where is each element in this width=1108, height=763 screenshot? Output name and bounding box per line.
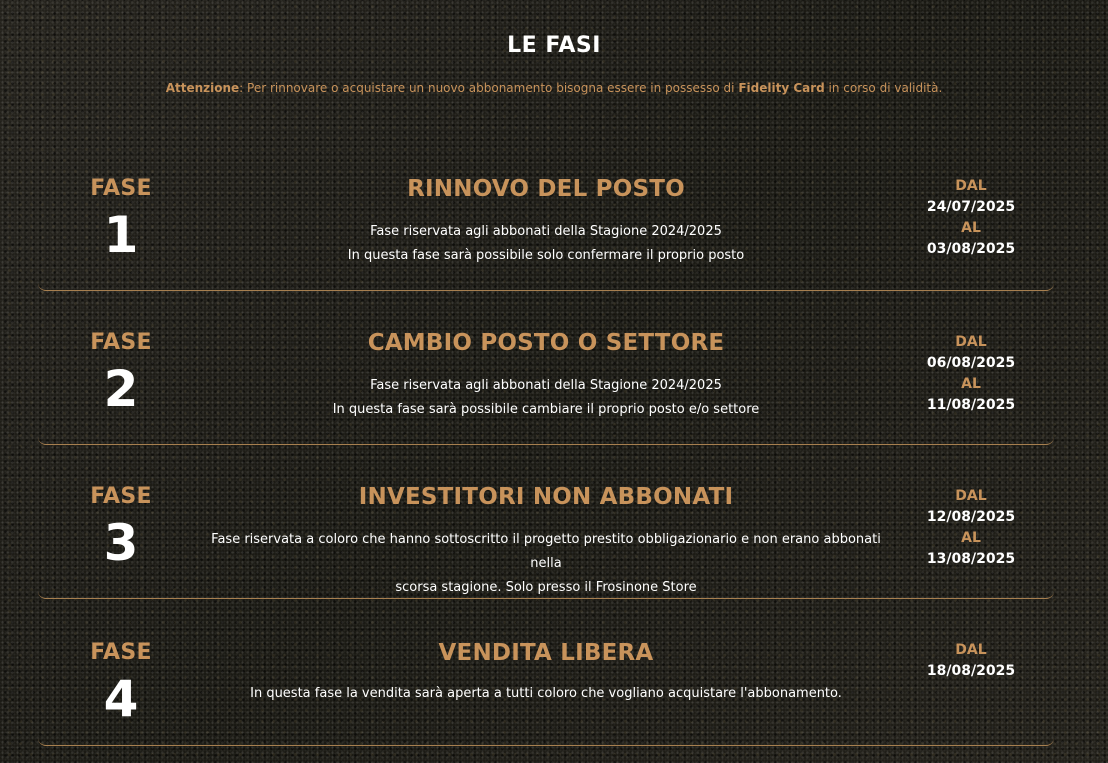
date-from-label: DAL xyxy=(955,642,987,658)
notice-attention-label: Attenzione xyxy=(165,81,240,95)
date-to-value: 03/08/2025 xyxy=(926,241,1016,257)
phase-title: VENDITA LIBERA xyxy=(438,640,654,666)
phase-row-2 xyxy=(38,324,1054,445)
phase-description-line-1: In questa fase la vendita sarà aperta a tutti coloro che vogliano acquistare l'abbonamento. xyxy=(250,686,842,701)
date-from-label: DAL xyxy=(955,488,987,504)
phase-dates xyxy=(898,486,1044,570)
phase-description-line-2: In questa fase sarà possibile cambiare il proprio posto e/o settore xyxy=(332,402,760,417)
date-to-label: AL xyxy=(961,530,981,546)
phase-label: FASE xyxy=(90,484,152,509)
phase-number: 3 xyxy=(103,514,139,572)
phase-description xyxy=(208,220,884,268)
date-from-label: DAL xyxy=(955,178,987,194)
notice-fidelity-card-label: Fidelity Card xyxy=(738,81,825,95)
phase-row-1 xyxy=(38,170,1054,291)
date-to-label: AL xyxy=(961,220,981,236)
phase-description-line-1: Fase riservata agli abbonati della Stagione 2024/2025 xyxy=(370,224,722,239)
phase-description-line-1: Fase riservata agli abbonati della Stagione 2024/2025 xyxy=(370,378,722,393)
date-to-value: 11/08/2025 xyxy=(926,397,1016,413)
phase-description xyxy=(208,374,884,422)
phase-description-line-2: In questa fase sarà possibile solo confermare il proprio posto xyxy=(347,248,745,263)
phase-label: FASE xyxy=(90,330,152,355)
subscription-notice xyxy=(0,81,1108,95)
phase-dates xyxy=(898,176,1044,260)
phase-description-line-2: scorsa stagione. Solo presso il Frosinone Store xyxy=(395,580,697,595)
phase-label: FASE xyxy=(90,640,152,665)
phase-number: 1 xyxy=(103,206,139,264)
phase-description-line-1: Fase riservata a coloro che hanno sottoscritto il progetto prestito obbligazionario e non erano abbonati nella xyxy=(211,532,881,571)
phase-label: FASE xyxy=(90,176,152,201)
phase-title: RINNOVO DEL POSTO xyxy=(407,176,685,202)
date-from-value: 06/08/2025 xyxy=(926,355,1016,371)
phase-dates xyxy=(898,332,1044,416)
phase-dates xyxy=(898,640,1044,682)
phase-number: 4 xyxy=(103,670,139,728)
notice-text-part-1: : Per rinnovare o acquistare un nuovo abbonamento bisogna essere in possesso di xyxy=(239,81,739,95)
phase-description xyxy=(208,528,884,600)
phase-row-4 xyxy=(38,632,1054,746)
phase-title: INVESTITORI NON ABBONATI xyxy=(358,484,734,510)
date-to-label: AL xyxy=(961,376,981,392)
date-from-value: 24/07/2025 xyxy=(926,199,1016,215)
page-title: LE FASI xyxy=(507,33,601,58)
date-from-value: 18/08/2025 xyxy=(926,663,1016,679)
date-from-label: DAL xyxy=(955,334,987,350)
phase-title: CAMBIO POSTO O SETTORE xyxy=(367,330,725,356)
notice-text-part-2: in corso di validità. xyxy=(824,81,943,95)
phase-description xyxy=(208,682,884,706)
date-to-value: 13/08/2025 xyxy=(926,551,1016,567)
phase-row-3 xyxy=(38,478,1054,599)
phase-number: 2 xyxy=(103,360,139,418)
date-from-value: 12/08/2025 xyxy=(926,509,1016,525)
